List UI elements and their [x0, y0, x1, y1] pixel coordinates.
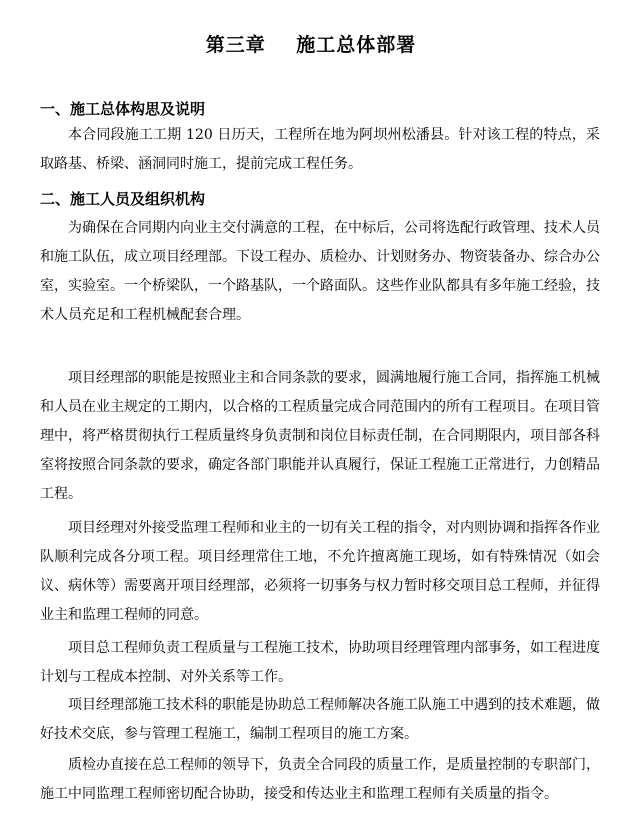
section-heading-2: 二、施工人员及组织机构 [40, 190, 206, 208]
section-heading-1: 一、施工总体构思及说明 [40, 100, 206, 118]
section-2-paragraph-3: 项目经理对外接受监理工程师和业主的一切有关工程的指令，对内则协调和指挥各作业队顺利完成各分项工程。项目经理常住工地，不允许擅离施工现场，如有特殊情况（如会议、病休等）需要离开项目经理部，必须将一切事务与权力暂时移交项目总工程师，并征得业主和监理工程师的同意。 [40, 520, 600, 623]
section-2-paragraph-6: 质检办直接在总工程师的领导下，负责全合同段的质量工作，是质量控制的专职部门，施工中同监理工程师密切配合协助，接受和传达业主和监理工程师有关质量的指令。 [40, 757, 600, 802]
section-1-paragraph-1: 本合同段施工工期 120 日历天，工程所在地为阿坝州松潘县。针对该工程的特点，采取路基、桥梁、涵洞同时施工，提前完成工程任务。 [40, 127, 600, 172]
chapter-title: 第三章 施工总体部署 [205, 34, 417, 56]
section-2-paragraph-5: 项目经理部施工技术科的职能是协助总工程师解决各施工队施工中遇到的技术难题，做好技术交底，参与管理工程施工，编制工程项目的施工方案。 [40, 697, 600, 742]
section-2-paragraph-4: 项目总工程师负责工程质量与工程施工技术，协助项目经理管理内部事务，如工程进度计划与工程成本控制、对外关系等工作。 [40, 640, 600, 685]
section-2-paragraph-1: 为确保在合同期内向业主交付满意的工程，在中标后，公司将选配行政管理、技术人员和施工队伍，成立项目经理部。下设工程办、质检办、计划财务办、物资装备办、综合办公室，实验室。一个桥梁队，一个路基队，一个路面队。这些作业队都具有多年施工经验，技术人员充足和工程机械配套合理。 [40, 220, 600, 323]
section-2-paragraph-2: 项目经理部的职能是按照业主和合同条款的要求，圆满地履行施工合同，指挥施工机械和人员在业主规定的工期内，以合格的工程质量完成合同范围内的所有工程项目。在项目管理中，将严格贯彻执行工程质量终身负责制和岗位目标责任制，在合同期限内，项目部各科室将按照合同条款的要求，确定各部门职能并认真履行，保证工程施工正常进行，力创精品工程。 [40, 370, 600, 502]
